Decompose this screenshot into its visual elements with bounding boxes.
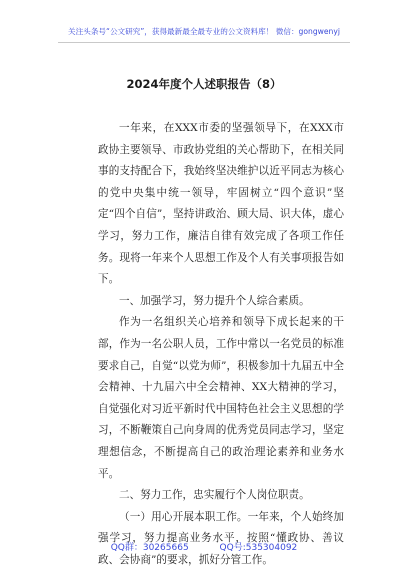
header-divider [58,42,350,43]
header-notice[interactable]: 关注头条号“公文研究”，获得最新最全最专业的公文资料库！ 微信：gongwenyj [68,27,340,36]
footer-qq[interactable]: QQ号:535304092 [219,543,298,553]
paragraph-intro: 一年来，在XXX市委的坚强领导下，在XXX市政协主要领导、市政协党组的关心帮助下，在相关同事的支持配合下，我始终坚决维护以近平同志为核心的党中央集中统一领导，牢固树立“四个意识”坚定“四个自信”，坚持讲政治、顾大局、识大体，虚心学习，努力工作，廉洁自律有效完成了各项工作任务。现将一年来个人思想工作及个人有关事项报告如下。 [98,122,344,286]
section-heading-2: 二、努力工作，忠实履行个人岗位职责。 [119,489,310,502]
footer-contacts [0,540,408,553]
document-body [98,118,344,571]
footer-qq-group[interactable]: QQ群：30265665 [110,543,189,553]
document-title: 2024年度个人述职报告（8） [126,77,282,91]
section-heading-1: 一、加强学习，努力提升个人综合素质。 [119,294,310,307]
paragraph-study: 作为一名组织关心培养和领导下成长起来的干部，作为一名公职人员，工作中常以一名党员的标准要求自己，自觉“以党为师”，积极参加十九届五中全会精神、十九届六中全会精神、XX大精神的学习，自觉强化对习近平新时代中国特色社会主义思想的学习，不断鞭策自己向身周的优秀党员同志学习，坚定理想信念，不断提高自己的政治理论素养和业务水平。 [98,316,344,480]
paragraph-work: （一）用心开展本职工作。一年来，个人始终加强学习，努力提高业务水平，按照“懂政协、善议政、会协商”的要求，抓好分管工作。 [98,510,344,566]
